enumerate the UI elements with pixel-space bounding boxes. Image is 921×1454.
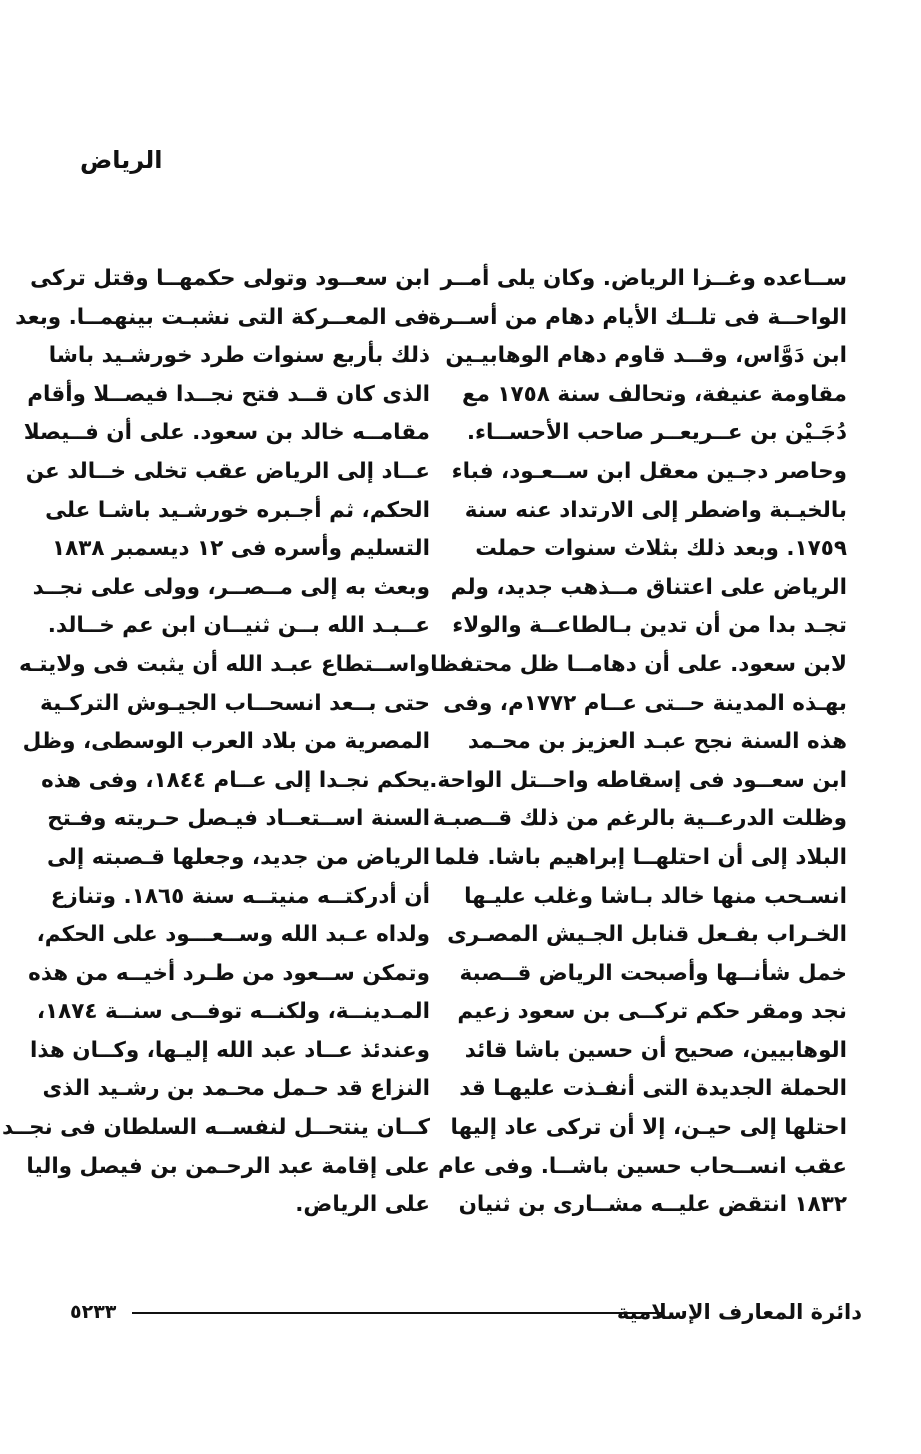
- text-line: ١٧٥٩. وبعد ذلك بثلاث سنوات حملت: [475, 536, 847, 562]
- footer-publication-title: دائرة المعارف الإسلامية: [616, 1300, 862, 1324]
- text-line: مقاومة عنيفة، وتحالف سنة ١٧٥٨ مع: [461, 381, 847, 407]
- text-line: الحكم، ثم أجـبره خورشـيد باشـا على: [45, 497, 430, 523]
- text-line: الحملة الجديدة التى أنفـذت عليهـا قد: [459, 1076, 847, 1102]
- text-line: واســتطاع عبـد الله أن يثبت فى ولايتـه: [19, 651, 430, 677]
- text-line: حتى بــعد انسحــاب الجيـوش التركـية: [40, 690, 430, 716]
- text-line: على إقامة عبد الرحـمن بن فيصل واليا: [26, 1153, 430, 1179]
- text-line: هذه السنة نجح عبـد العزيز بن محـمد: [467, 729, 847, 755]
- running-header-title: الرياض: [80, 146, 163, 174]
- text-line: انسـحب منها خالد بـاشا وغلب عليـها: [464, 883, 847, 909]
- text-line: وتمكن ســعود من طـرد أخيــه من هذه: [28, 960, 430, 986]
- text-line: مقامــه خالد بن سعود. على أن فــيصلا: [23, 420, 430, 446]
- text-line: على الرياض.: [295, 1192, 430, 1218]
- text-line: وحاصر دجـين معقل ابن ســعـود، فباء: [451, 458, 847, 484]
- text-column-right: [428, 260, 847, 1225]
- text-line: عــاد إلى الرياض عقب تخلى خــالد عن: [25, 458, 430, 484]
- text-line: فى المعــركة التى نشبـت بينهمــا. وبعد: [15, 304, 430, 330]
- text-line: ابن سعــود فى إسقاطه واحــتل الواحة.: [429, 767, 847, 793]
- text-line: وظلت الدرعــية بالرغم من ذلك قــصبـة: [432, 806, 847, 832]
- text-line: ابن سعــود وتولى حكمهــا وقتل تركى: [30, 266, 430, 291]
- text-line: أن أدركتــه منيتــه سنة ١٨٦٥. وتنازع: [50, 883, 430, 909]
- text-line: عــبـد الله بــن ثنيــان ابن عم خــالد.: [47, 613, 430, 639]
- text-line: دُجَـيْن بن عــريعــر صاحب الأحســاء.: [466, 420, 847, 446]
- text-line: تجـد بدا من أن تدين بـالطاعــة والولاء: [452, 613, 847, 639]
- text-line: خمل شأنــها وأصبحت الرياض قــصبة: [459, 960, 847, 986]
- text-line: نجد ومقر حكم تركــى بن سعود زعيم: [457, 999, 847, 1025]
- text-line: كــان ينتحــل لنفســه السلطان فى نجــد: [2, 1115, 430, 1141]
- text-line: المصرية من بلاد العرب الوسطى، وظل: [22, 729, 430, 755]
- text-line: ولداه عـبد الله وســعـــود على الحكم،: [36, 922, 430, 948]
- page-footer: [70, 1295, 862, 1329]
- text-line: الرياض على اعتناق مــذهب جديد، ولم: [450, 574, 847, 600]
- text-line: السنة اســتعــاد فيـصل حـريته وفـتح: [47, 806, 430, 832]
- text-line: بهـذه المدينة حــتى عــام ١٧٧٢م، وفى: [443, 690, 847, 716]
- text-line: وبعث به إلى مــصــر، وولى على نجــد: [32, 574, 430, 600]
- footer-page-number: ٥٢٣٣: [70, 1301, 117, 1323]
- text-column-left: [2, 260, 430, 1225]
- text-line: الذى كان قــد فتح نجــدا فيصــلا وأقام: [27, 381, 430, 407]
- text-line: يحكم نجـدا إلى عــام ١٨٤٤، وفى هذه: [41, 767, 430, 793]
- text-line: لابن سعود. على أن دهامــا ظل محتفظا: [430, 651, 847, 677]
- text-line: التسليم وأسره فى ١٢ ديسمبر ١٨٣٨: [51, 536, 430, 562]
- text-line: المـدينــة، ولكنــه توفــى سنــة ١٨٧٤،: [36, 999, 430, 1025]
- footer-divider-line: [132, 1312, 662, 1314]
- text-line: الرياض من جديد، وجعلها قـصبته إلى: [47, 844, 430, 870]
- text-line: النزاع قد حـمل محـمد بن رشـيد الذى: [42, 1076, 430, 1102]
- text-line: الخـراب بفـعل قنابل الجـيش المصـرى: [447, 922, 847, 948]
- text-line: البلاد إلى أن احتلهــا إبراهيم باشا. فلما: [434, 844, 847, 870]
- text-line: عقب انســحاب حسين باشــا. وفى عام: [438, 1153, 847, 1179]
- text-line: الوهابيين، صحيح أن حسين باشا قائد: [464, 1037, 847, 1063]
- text-line: ذلك بأربع سنوات طرد خورشـيد باشا: [48, 343, 430, 369]
- text-line: ١٨٣٢ انتقض عليــه مشــارى بن ثنيان: [458, 1192, 847, 1218]
- text-line: ابن دَوَّاس، وقــد قاوم دهام الوهابيـين: [445, 343, 847, 369]
- text-line: احتلها إلى حيـن، إلا أن تركى عاد إليها: [450, 1115, 847, 1141]
- text-line: وعندئذ عــاد عبد الله إليـها، وكــان هذا: [30, 1037, 430, 1063]
- text-line: ســاعده وغــزا الرياض. وكان يلى أمــر: [440, 266, 847, 291]
- text-line: الواحــة فى تلــك الأيام دهام من أســرة: [428, 304, 847, 330]
- text-line: بالخيـبة واضطر إلى الارتداد عنه سنة: [464, 497, 847, 523]
